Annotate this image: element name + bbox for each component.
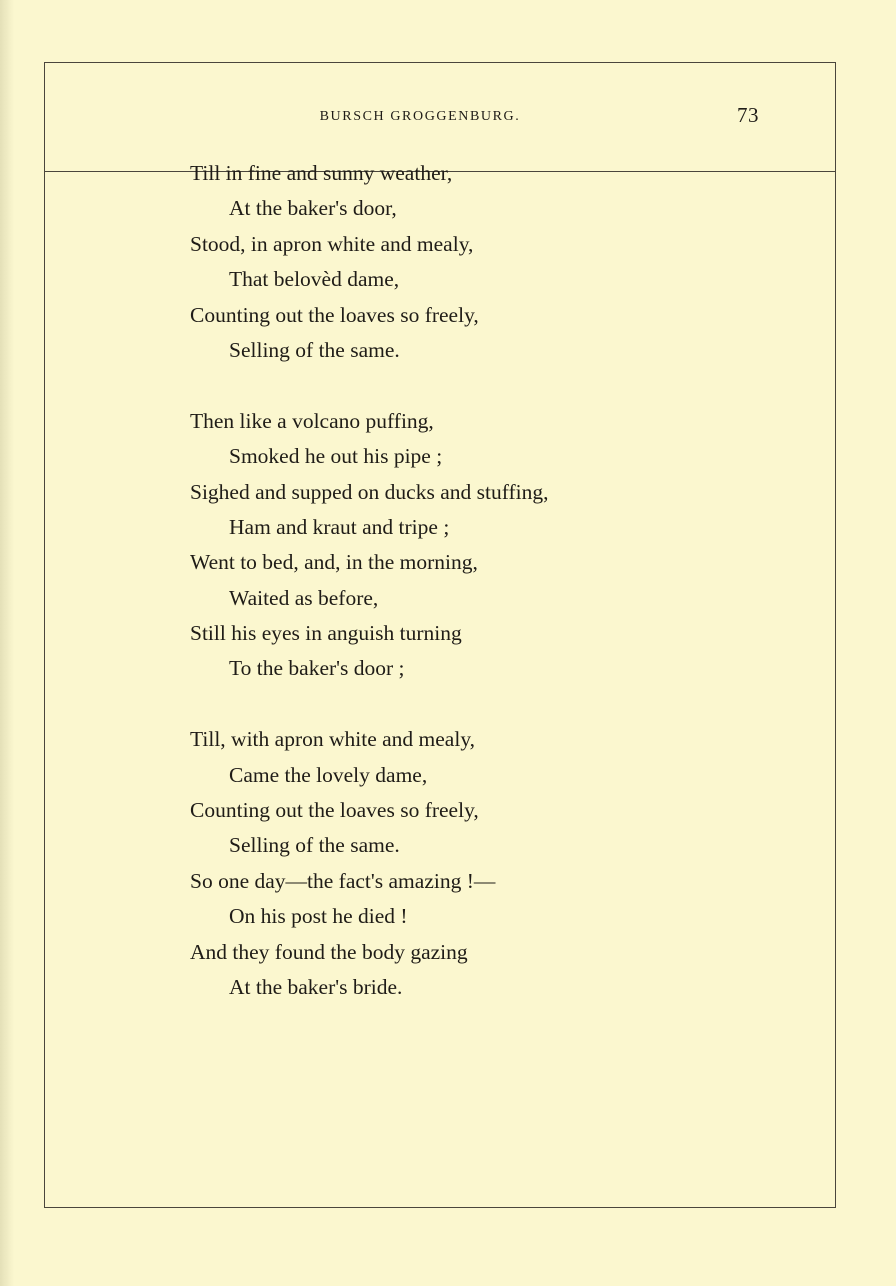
poem-line: Smoked he out his pipe ; (229, 444, 443, 469)
page-gutter-shadow (0, 0, 14, 1286)
poem-line: Till in fine and sunny weather, (190, 161, 453, 185)
poem-line: Sighed and supped on ducks and stuffing, (190, 479, 549, 504)
poem-line: Waited as before, (229, 585, 379, 610)
poem-line: Ham and kraut and tripe ; (229, 514, 450, 539)
stanza-1 (190, 156, 710, 368)
poem-line: On his post he died ! (229, 904, 408, 929)
poem-line: Stood, in apron white and mealy, (190, 231, 474, 256)
poem-line: That belovèd dame, (229, 267, 400, 292)
poem-line: Counting out the loaves so freely, (190, 798, 479, 823)
running-title: BURSCH GROGGENBURG. (319, 109, 521, 124)
poem-line: Selling of the same. (229, 833, 400, 858)
page-number: 73 (737, 103, 759, 127)
poem-line: Came the lovely dame, (229, 762, 428, 787)
stanza-3 (190, 722, 710, 1005)
poem-line: At the baker's door, (229, 196, 397, 221)
stanza-gap (190, 368, 710, 403)
poem-line: Selling of the same. (229, 337, 400, 362)
stanza-gap (190, 687, 710, 722)
poem-line: Went to bed, and, in the morning, (190, 550, 478, 575)
poem-line: Then like a volcano puffing, (190, 408, 434, 433)
poem-line: Counting out the loaves so freely, (190, 302, 479, 327)
poem-line: And they found the body gazing (190, 939, 468, 964)
poem-line: So one day—the fact's amazing !— (190, 868, 496, 893)
poem-body (190, 156, 710, 1005)
poem-line: At the baker's bride. (229, 974, 403, 999)
poem-line: To the baker's door ; (229, 656, 405, 681)
stanza-2 (190, 404, 710, 687)
poem-line: Still his eyes in anguish turning (190, 621, 462, 646)
poem-line: Till, with apron white and mealy, (190, 727, 476, 752)
